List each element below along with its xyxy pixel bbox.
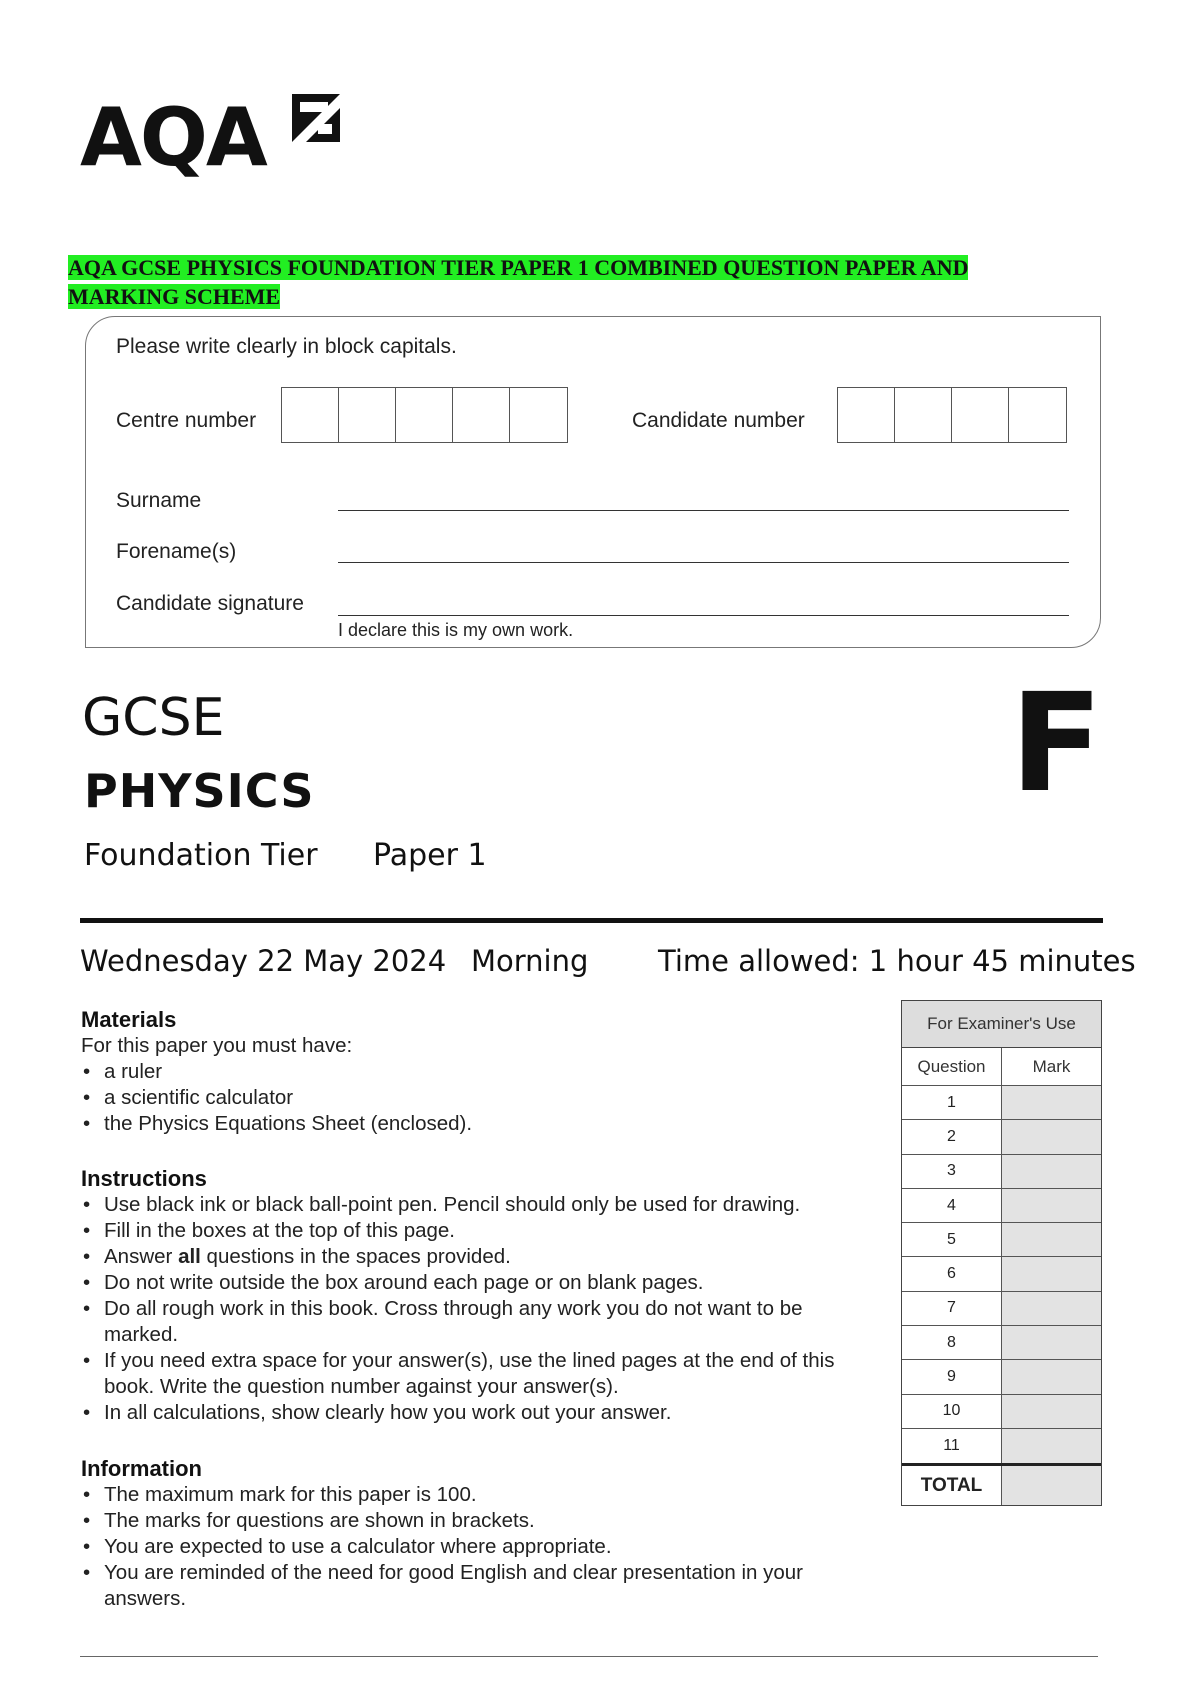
candidate-number-label: Candidate number xyxy=(632,409,805,432)
mark-cell xyxy=(1002,1395,1101,1428)
question-number-cell: 2 xyxy=(902,1120,1002,1153)
question-number-cell: 7 xyxy=(902,1292,1002,1325)
list-item: • Answer all questions in the spaces provided. xyxy=(81,1244,871,1270)
exam-session: Morning xyxy=(471,944,589,978)
centre-number-digit[interactable] xyxy=(396,388,453,442)
information-list xyxy=(81,1482,871,1612)
question-number-cell: 11 xyxy=(902,1429,1002,1463)
mark-cell xyxy=(1002,1155,1101,1188)
emphasis-all: all xyxy=(178,1245,201,1268)
table-row xyxy=(902,1292,1101,1326)
table-row xyxy=(902,1360,1101,1394)
materials-heading: Materials xyxy=(81,1007,177,1032)
mark-cell xyxy=(1002,1223,1101,1256)
signature-label: Candidate signature xyxy=(116,592,304,615)
exam-date: Wednesday 22 May 2024 xyxy=(80,944,447,978)
table-row xyxy=(902,1086,1101,1120)
tier-label: Foundation Tier xyxy=(84,838,318,873)
question-number-cell: 3 xyxy=(902,1155,1002,1188)
instructions-list xyxy=(81,1192,871,1426)
total-label: TOTAL xyxy=(902,1466,1002,1505)
list-item: • You are expected to use a calculator where appropriate. xyxy=(81,1534,871,1560)
candidate-number-digit[interactable] xyxy=(952,388,1009,442)
mark-cell xyxy=(1002,1429,1101,1463)
candidate-number-digit[interactable] xyxy=(895,388,952,442)
footer-rule xyxy=(80,1656,1098,1657)
mark-cell xyxy=(1002,1189,1101,1222)
time-allowed: Time allowed: 1 hour 45 minutes xyxy=(658,944,1136,978)
materials-list xyxy=(81,1059,881,1137)
centre-number-digit[interactable] xyxy=(510,388,567,442)
qualification-title: GCSE xyxy=(82,688,225,748)
question-number-cell: 8 xyxy=(902,1326,1002,1359)
table-row xyxy=(902,1189,1101,1223)
list-item: • You are reminded of the need for good English and clear presentation in your answers. xyxy=(81,1560,871,1612)
paper-label: Paper 1 xyxy=(373,838,487,873)
examiners-use-title: For Examiner's Use xyxy=(902,1001,1101,1048)
paper-banner-text: AQA GCSE PHYSICS FOUNDATION TIER PAPER 1 COMBINED QUESTION PAPER AND MARKING SCHEME xyxy=(68,255,969,309)
block-capitals-instruction: Please write clearly in block capitals. xyxy=(116,335,457,358)
candidate-number-boxes[interactable] xyxy=(837,387,1067,443)
forenames-label: Forename(s) xyxy=(116,540,237,563)
list-item: • In all calculations, show clearly how you work out your answer. xyxy=(81,1400,871,1426)
declaration-text: I declare this is my own work. xyxy=(338,620,574,640)
list-item: • the Physics Equations Sheet (enclosed). xyxy=(81,1111,881,1137)
question-number-cell: 1 xyxy=(902,1086,1002,1119)
aqa-logo-text: AQA xyxy=(80,91,266,184)
centre-number-label: Centre number xyxy=(116,409,257,432)
question-column-header: Question xyxy=(902,1048,1002,1085)
table-row xyxy=(902,1223,1101,1257)
aqa-logo xyxy=(80,90,360,190)
list-item: • The marks for questions are shown in brackets. xyxy=(81,1508,871,1534)
instructions-section xyxy=(81,1166,871,1426)
mark-cell xyxy=(1002,1257,1101,1290)
question-number-cell: 10 xyxy=(902,1395,1002,1428)
centre-number-digit[interactable] xyxy=(282,388,339,442)
centre-number-boxes[interactable] xyxy=(281,387,568,443)
surname-label: Surname xyxy=(116,489,202,512)
table-row xyxy=(902,1120,1101,1154)
tier-letter: F xyxy=(1010,665,1103,823)
aqa-logo-mark-icon xyxy=(288,90,344,146)
candidate-number-digit[interactable] xyxy=(1009,388,1066,442)
paper-banner xyxy=(68,253,1078,311)
total-mark-cell xyxy=(1002,1466,1101,1505)
mark-cell xyxy=(1002,1292,1101,1325)
materials-intro: For this paper you must have: xyxy=(81,1034,353,1057)
mark-column-header: Mark xyxy=(1002,1048,1101,1085)
examiners-use-table xyxy=(901,1000,1102,1506)
total-row xyxy=(902,1463,1101,1505)
centre-number-digit[interactable] xyxy=(339,388,396,442)
question-number-cell: 4 xyxy=(902,1189,1002,1222)
instructions-heading: Instructions xyxy=(81,1166,207,1191)
table-header-row xyxy=(902,1048,1101,1086)
table-row xyxy=(902,1429,1101,1463)
question-number-cell: 5 xyxy=(902,1223,1002,1256)
list-item: • a ruler xyxy=(81,1059,881,1085)
centre-number-digit[interactable] xyxy=(453,388,510,442)
mark-cell xyxy=(1002,1120,1101,1153)
question-rows xyxy=(902,1086,1101,1463)
list-item: • The maximum mark for this paper is 100. xyxy=(81,1482,871,1508)
list-item: • If you need extra space for your answer(s), use the lined pages at the end of this book. Write the question number against your answer(s). xyxy=(81,1348,871,1400)
divider xyxy=(80,918,1103,923)
signature-field[interactable] xyxy=(338,615,1069,616)
question-number-cell: 9 xyxy=(902,1360,1002,1393)
surname-field[interactable] xyxy=(338,510,1069,511)
table-row xyxy=(902,1395,1101,1429)
information-section xyxy=(81,1456,871,1612)
list-item: • Use black ink or black ball-point pen. Pencil should only be used for drawing. xyxy=(81,1192,871,1218)
question-number-cell: 6 xyxy=(902,1257,1002,1290)
materials-section xyxy=(81,1007,881,1137)
mark-cell xyxy=(1002,1086,1101,1119)
forenames-field[interactable] xyxy=(338,562,1069,563)
mark-cell xyxy=(1002,1360,1101,1393)
information-heading: Information xyxy=(81,1456,202,1481)
table-row xyxy=(902,1155,1101,1189)
list-item: • a scientific calculator xyxy=(81,1085,881,1111)
list-item: • Fill in the boxes at the top of this page. xyxy=(81,1218,871,1244)
mark-cell xyxy=(1002,1326,1101,1359)
table-row xyxy=(902,1257,1101,1291)
subject-title: PHYSICS xyxy=(84,764,315,818)
candidate-number-digit[interactable] xyxy=(838,388,895,442)
list-item: • Do all rough work in this book. Cross through any work you do not want to be marked. xyxy=(81,1296,871,1348)
list-item: • Do not write outside the box around each page or on blank pages. xyxy=(81,1270,871,1296)
table-row xyxy=(902,1326,1101,1360)
